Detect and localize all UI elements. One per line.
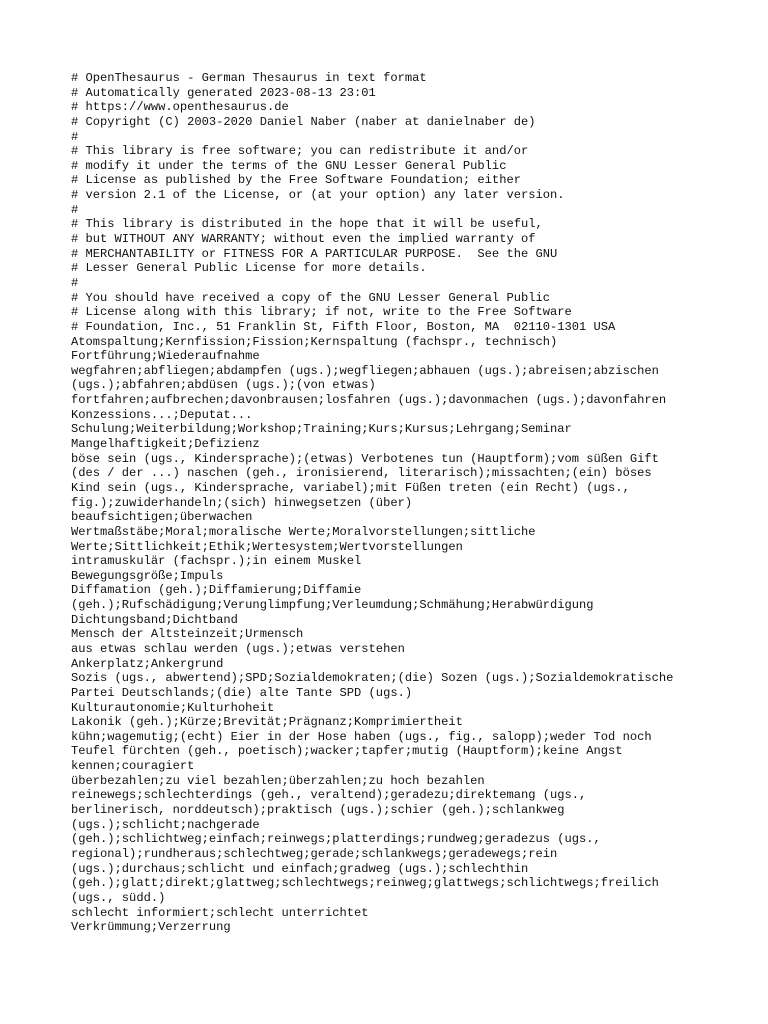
- text-line: Werte;Sittlichkeit;Ethik;Wertesystem;Wertvorstellungen: [71, 539, 463, 554]
- text-line: #: [71, 129, 79, 144]
- text-line: # version 2.1 of the License, or (at your option) any later version.: [71, 188, 565, 203]
- text-line: # License along with this library; if not, write to the Free Software: [71, 305, 572, 320]
- text-line: # https://www.openthesaurus.de: [71, 100, 289, 115]
- text-line: Fortführung;Wiederaufnahme: [71, 349, 260, 364]
- text-line: Wertmaßstäbe;Moral;moralische Werte;Moralvorstellungen;sittliche: [71, 524, 536, 539]
- text-line: (ugs.);abfahren;abdüsen (ugs.);(von etwas): [71, 378, 376, 393]
- text-line: Kulturautonomie;Kulturhoheit: [71, 700, 275, 715]
- text-line: intramuskulär (fachspr.);in einem Muskel: [71, 554, 362, 569]
- text-line: Ankerplatz;Ankergrund: [71, 656, 224, 671]
- text-line: # License as published by the Free Software Foundation; either: [71, 173, 521, 188]
- text-line: # Automatically generated 2023-08-13 23:01: [71, 85, 376, 100]
- text-line: # This library is distributed in the hope that it will be useful,: [71, 217, 543, 232]
- text-line: reinewegs;schlechterdings (geh., veraltend);geradezu;direktemang (ugs.,: [71, 788, 587, 803]
- text-line: Mangelhaftigkeit;Defizienz: [71, 437, 260, 452]
- text-line: # You should have received a copy of the GNU Lesser General Public: [71, 290, 550, 305]
- text-line: kühn;wagemutig;(echt) Eier in der Hose haben (ugs., fig., salopp);weder Tod noch: [71, 729, 652, 744]
- text-line: Kind sein (ugs., Kindersprache, variabel);mit Füßen treten (ein Recht) (ugs.,: [71, 480, 630, 495]
- text-line: Atomspaltung;Kernfission;Fission;Kernspaltung (fachspr., technisch): [71, 334, 558, 349]
- text-line: (geh.);Rufschädigung;Verunglimpfung;Verleumdung;Schmähung;Herabwürdigung: [71, 598, 594, 613]
- text-line: kennen;couragiert: [71, 759, 195, 774]
- text-line: fortfahren;aufbrechen;davonbrausen;losfahren (ugs.);davonmachen (ugs.);davonfahren: [71, 393, 667, 408]
- text-line: Bewegungsgröße;Impuls: [71, 568, 224, 583]
- text-line: # but WITHOUT ANY WARRANTY; without even the implied warranty of: [71, 232, 536, 247]
- text-line: berlinerisch, norddeutsch);praktisch (ugs.);schier (geh.);schlankweg: [71, 803, 565, 818]
- text-line: Sozis (ugs., abwertend);SPD;Sozialdemokraten;(die) Sozen (ugs.);Sozialdemokratische: [71, 671, 674, 686]
- text-line: Dichtungsband;Dichtband: [71, 612, 238, 627]
- text-line: Diffamation (geh.);Diffamierung;Diffamie: [71, 583, 362, 598]
- text-line: Partei Deutschlands;(die) alte Tante SPD (ugs.): [71, 685, 413, 700]
- text-line: böse sein (ugs., Kindersprache);(etwas) Verbotenes tun (Hauptform);vom süßen Gift: [71, 451, 659, 466]
- text-line: Mensch der Altsteinzeit;Urmensch: [71, 627, 304, 642]
- text-line: # Lesser General Public License for more details.: [71, 261, 427, 276]
- text-line: Konzessions...;Deputat...: [71, 407, 253, 422]
- text-line: #: [71, 202, 79, 217]
- text-line: # OpenThesaurus - German Thesaurus in text format: [71, 71, 427, 85]
- text-line: Verkrümmung;Verzerrung: [71, 920, 231, 935]
- text-line: # This library is free software; you can redistribute it and/or: [71, 144, 529, 159]
- text-line: # Copyright (C) 2003-2020 Daniel Naber (naber at danielnaber de): [71, 114, 536, 129]
- text-line: (ugs.);durchaus;schlicht und einfach;gradweg (ugs.);schlechthin: [71, 861, 529, 876]
- document-page: [71, 71, 711, 935]
- text-line: regional);rundheraus;schlechtweg;gerade;schlankwegs;geradewegs;rein: [71, 846, 558, 861]
- text-line: Lakonik (geh.);Kürze;Brevität;Prägnanz;Komprimiertheit: [71, 715, 463, 730]
- text-line: Teufel fürchten (geh., poetisch);wacker;tapfer;mutig (Hauptform);keine Angst: [71, 744, 623, 759]
- text-line: beaufsichtigen;überwachen: [71, 510, 253, 525]
- text-line: (des / der ...) naschen (geh., ironisierend, literarisch);missachten;(ein) böses: [71, 466, 652, 481]
- text-line: (geh.);glatt;direkt;glattweg;schlechtwegs;reinweg;glattwegs;schlichtwegs;freilich: [71, 876, 659, 891]
- text-line: (geh.);schlichtweg;einfach;reinwegs;platterdings;rundweg;geradezus (ugs.,: [71, 832, 601, 847]
- text-line: (ugs.);schlicht;nachgerade: [71, 817, 260, 832]
- text-line: #: [71, 275, 79, 290]
- text-line: aus etwas schlau werden (ugs.);etwas verstehen: [71, 641, 405, 656]
- text-line: wegfahren;abfliegen;abdampfen (ugs.);wegfliegen;abhauen (ugs.);abreisen;abzischen: [71, 363, 659, 378]
- text-line: schlecht informiert;schlecht unterrichtet: [71, 905, 369, 920]
- text-line: (ugs., südd.): [71, 890, 166, 905]
- text-line: # modify it under the terms of the GNU Lesser General Public: [71, 158, 507, 173]
- text-line: überbezahlen;zu viel bezahlen;überzahlen;zu hoch bezahlen: [71, 773, 485, 788]
- text-line: Schulung;Weiterbildung;Workshop;Training;Kurs;Kursus;Lehrgang;Seminar: [71, 422, 572, 437]
- text-line: # MERCHANTABILITY or FITNESS FOR A PARTICULAR PURPOSE. See the GNU: [71, 246, 558, 261]
- text-line: fig.);zuwiderhandeln;(sich) hinwegsetzen (über): [71, 495, 413, 510]
- text-line: # Foundation, Inc., 51 Franklin St, Fifth Floor, Boston, MA 02110-1301 USA: [71, 319, 616, 334]
